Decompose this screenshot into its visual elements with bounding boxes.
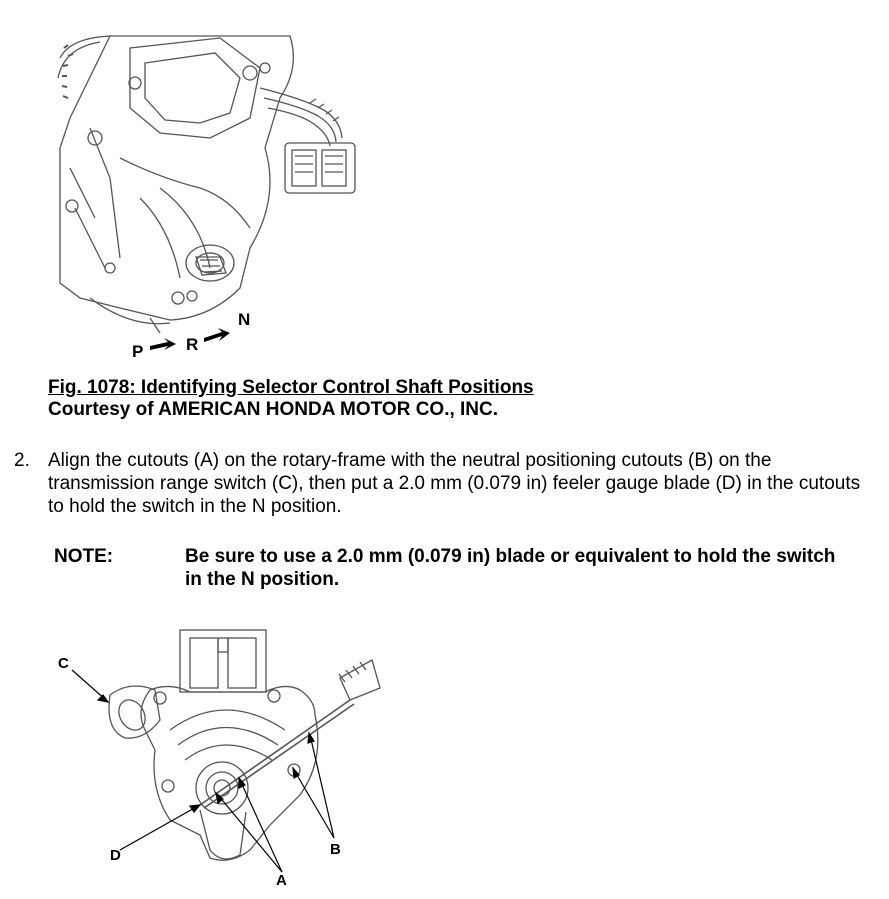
figure-title: Fig. 1078: Identifying Selector Control Shaft Positions	[48, 377, 534, 398]
callout-c: C	[58, 655, 69, 672]
position-label-r: R	[186, 335, 199, 354]
callout-a: A	[276, 872, 287, 889]
range-switch-drawing	[50, 620, 390, 890]
range-switch-illustration	[50, 620, 390, 890]
callout-b: B	[330, 841, 341, 858]
note-text: Be sure to use a 2.0 mm (0.079 in) blade or equivalent to hold the switch in the N position.	[185, 546, 836, 590]
position-label-p: P	[132, 342, 144, 361]
note-label: NOTE:	[54, 546, 114, 567]
arrow-right-icon	[204, 328, 230, 342]
figure-caption	[48, 377, 534, 421]
figure-courtesy: Courtesy of AMERICAN HONDA MOTOR CO., INC.	[48, 399, 499, 420]
position-label-n: N	[238, 310, 251, 329]
step-number: 2.	[14, 450, 30, 471]
callout-d: D	[110, 847, 121, 864]
step-text: Align the cutouts (A) on the rotary-frame with the neutral positioning cutouts (B) on the transmission range switch (C), then put a 2.0 mm (0.079 in) feeler gauge blade (D) in the cutouts to hold the switch in the N position.	[48, 450, 861, 517]
selector-shaft-illustration	[50, 28, 390, 373]
arrow-right-icon	[150, 338, 176, 350]
selector-shaft-drawing	[50, 28, 390, 373]
